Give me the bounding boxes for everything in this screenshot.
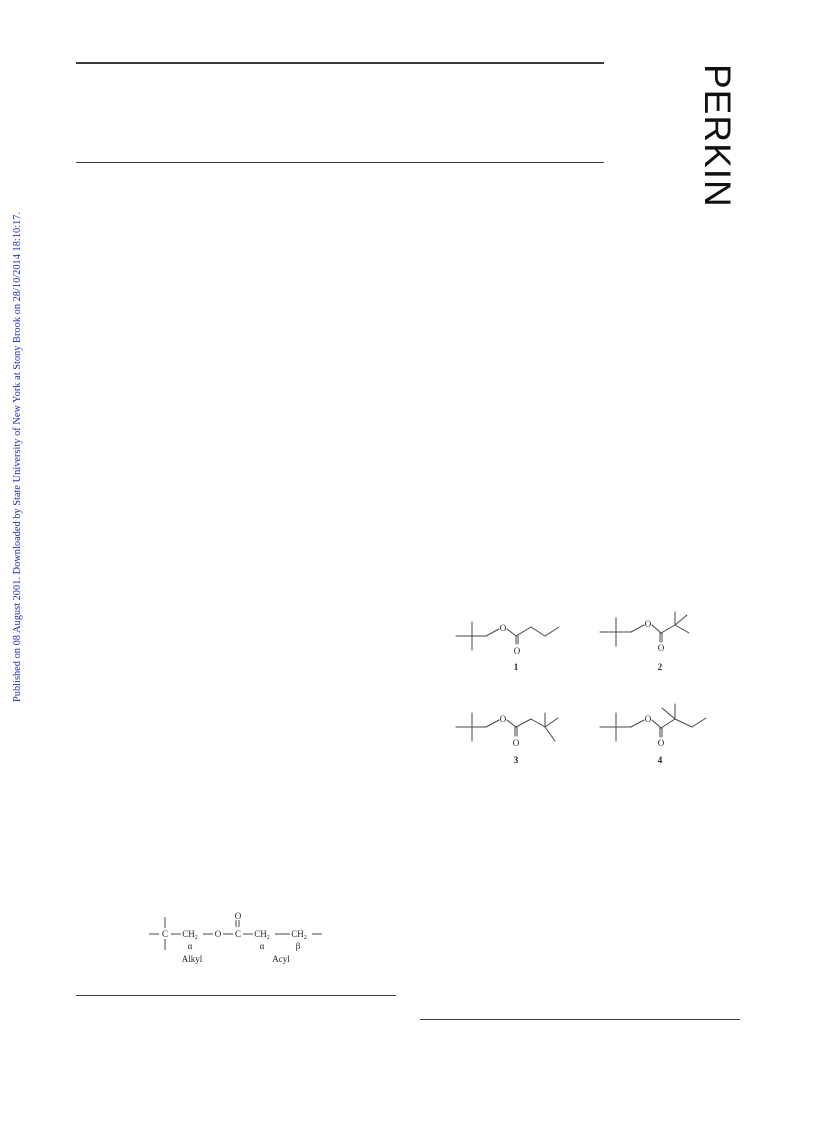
compound-3-label: 3 <box>513 755 519 765</box>
scheme-quaternary-carbon: C <box>161 929 169 939</box>
compound-2-carbonyl-oxygen: O <box>657 643 665 653</box>
compound-2-structure <box>600 612 689 646</box>
header-bottom-rule <box>76 162 604 163</box>
header-top-rule <box>76 62 604 64</box>
journal-brand-logo: PERKIN <box>697 64 738 208</box>
compound-3-carbonyl-oxygen: O <box>512 738 520 748</box>
scheme-carbonyl-oxygen: O <box>234 911 242 921</box>
scheme-acyl-alpha-ch2: $CH_2$ <box>254 929 270 941</box>
scheme-ether-oxygen: O <box>214 929 222 939</box>
compound-4-label: 4 <box>657 755 663 765</box>
right-column-footnote-rule <box>420 1019 740 1020</box>
compound-3-structure <box>456 713 558 741</box>
compound-4-structure <box>600 704 706 741</box>
scheme-alkyl-label: Alkyl <box>181 954 203 964</box>
scheme-alkyl-ch2: $CH_2$ <box>182 929 198 941</box>
compound-4-carbonyl-oxygen: O <box>657 738 665 748</box>
compound-1-carbonyl-oxygen: O <box>513 646 521 656</box>
scheme-acyl-beta-label: β <box>295 941 301 951</box>
scheme-acyl-label: Acyl <box>272 954 290 964</box>
compound-1-ether-oxygen: O <box>499 623 507 633</box>
compound-2-ether-oxygen: O <box>644 619 652 629</box>
scheme-acyl-beta-ch2: $CH_2$ <box>291 929 307 941</box>
compound-2-label: 2 <box>657 662 663 672</box>
left-column-footnote-rule <box>76 995 396 996</box>
compound-3-ether-oxygen: O <box>499 714 507 724</box>
scheme-carbonyl-carbon: C <box>234 929 242 939</box>
download-notice[interactable]: Published on 08 August 2001. Downloaded by State University of New York at Stony Brook on 28/10/2014 18:10:17. <box>12 211 23 702</box>
scheme-alkyl-alpha-label: α <box>187 941 193 951</box>
compound-1-structure <box>456 622 559 650</box>
compound-4-ether-oxygen: O <box>644 714 652 724</box>
compound-1-label: 1 <box>513 662 519 672</box>
scheme-acyl-alpha-label: α <box>259 941 265 951</box>
